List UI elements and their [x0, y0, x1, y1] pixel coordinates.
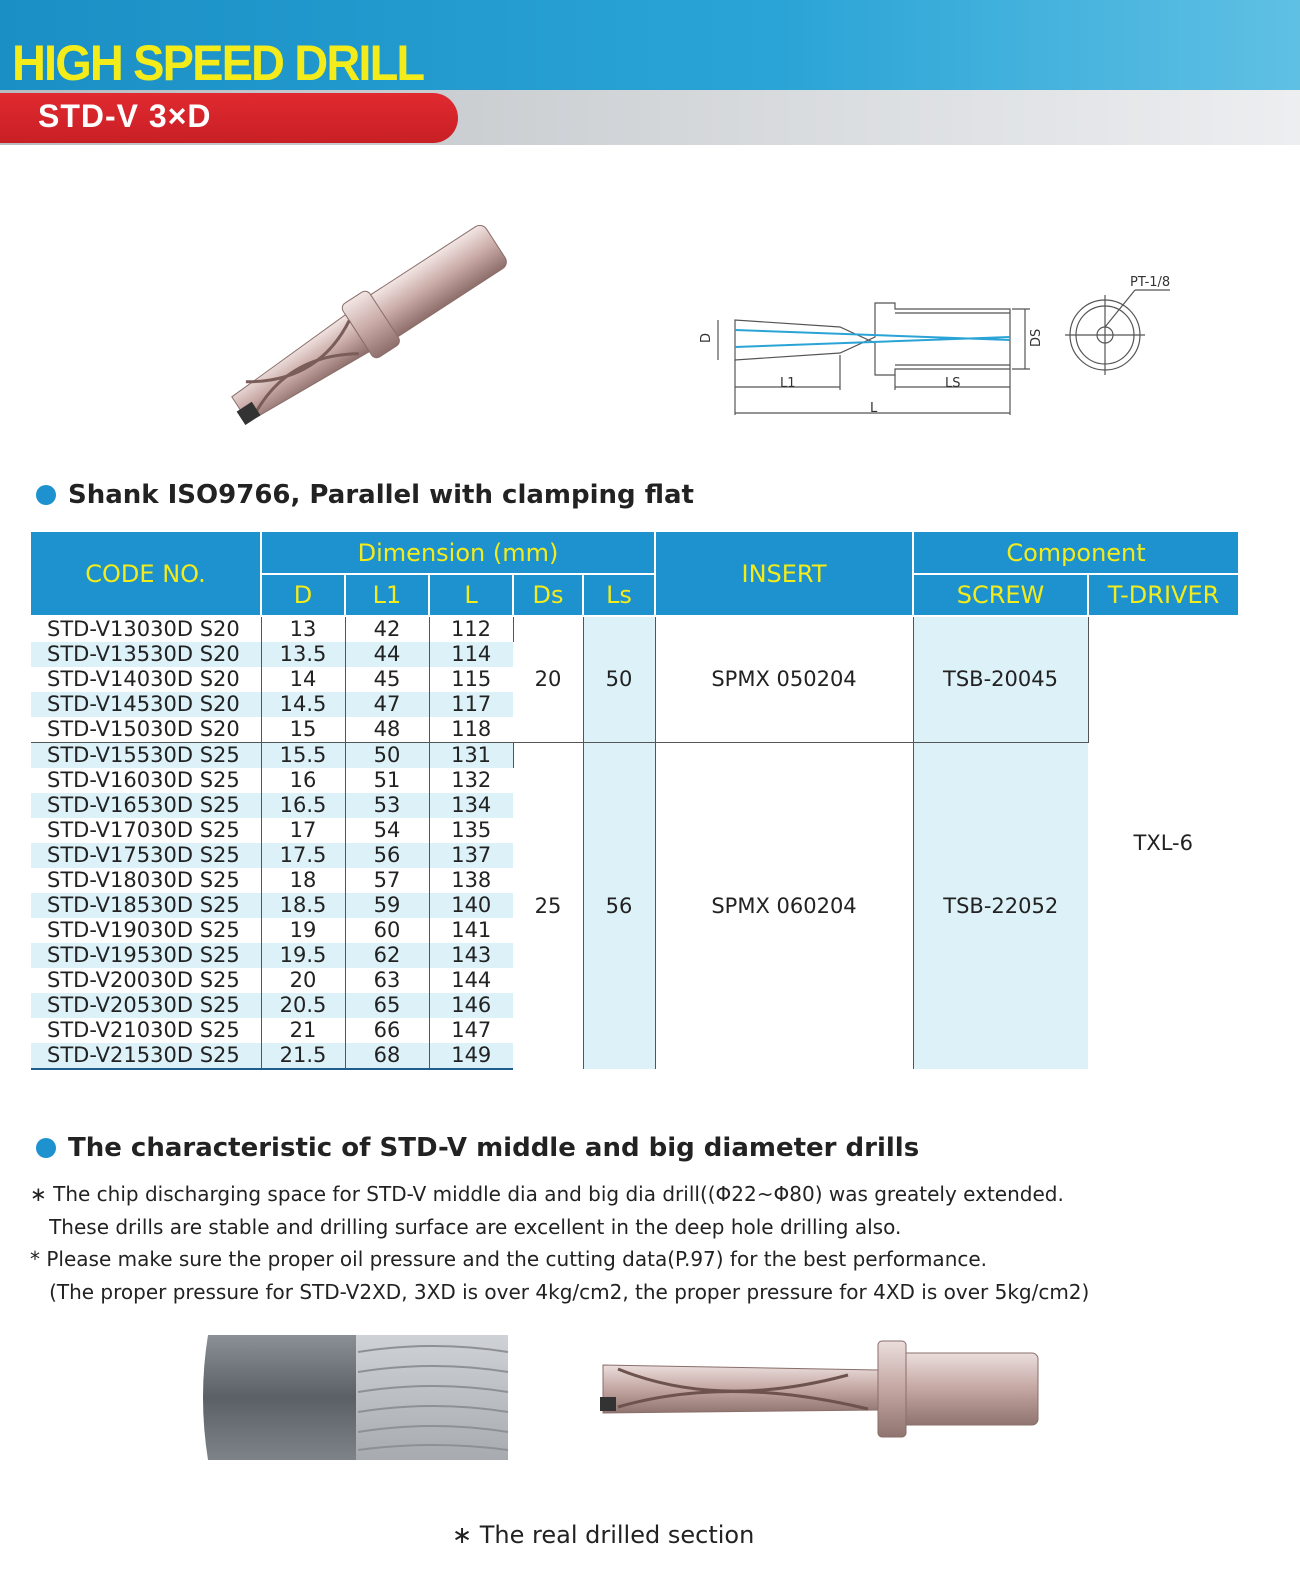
- cell-code: STD-V16030D S25: [31, 768, 261, 793]
- cell-ls: 50: [583, 616, 655, 743]
- cell-l1: 68: [345, 1043, 429, 1069]
- cell-d: 15.5: [261, 743, 345, 769]
- cell-l1: 48: [345, 717, 429, 743]
- cell-code: STD-V19030D S25: [31, 918, 261, 943]
- cell-insert: SPMX 050204: [655, 616, 913, 743]
- cell-l: 118: [451, 717, 492, 741]
- col-code: CODE NO.: [31, 532, 261, 616]
- cell-l: 137: [429, 843, 513, 868]
- section-characteristic-heading-text: The characteristic of STD-V middle and big diameter drills: [68, 1133, 920, 1163]
- cell-d: 21: [261, 1018, 345, 1043]
- cell-d: 17: [261, 818, 345, 843]
- cell-ds: 20: [513, 616, 583, 743]
- cell-l1: 57: [345, 868, 429, 893]
- photo-caption: ∗ The real drilled section: [452, 1521, 755, 1549]
- cell-l: 134: [429, 793, 513, 818]
- cell-d: 18: [261, 868, 345, 893]
- cell-d: 14.5: [261, 692, 345, 717]
- cell-code: STD-V13030D S20: [31, 616, 261, 642]
- bullet-icon: [36, 1138, 56, 1158]
- cell-l1: 42: [345, 616, 429, 642]
- notes: [30, 1178, 1089, 1308]
- col-screw: SCREW: [913, 574, 1088, 616]
- label-pt: PT-1/8: [1130, 275, 1170, 290]
- cell-screw: TSB-22052: [913, 743, 1088, 1070]
- cell-l1: 65: [345, 993, 429, 1018]
- col-l: L: [429, 574, 513, 616]
- cell-l1: 60: [345, 918, 429, 943]
- note-line: These drills are stable and drilling surface are excellent in the deep hole drilling also.: [30, 1214, 902, 1239]
- cell-l1: 59: [345, 893, 429, 918]
- label-ls: LS: [945, 376, 961, 391]
- cell-d: 19.5: [261, 943, 345, 968]
- table-row: [31, 743, 1238, 769]
- cell-insert: SPMX 060204: [655, 743, 913, 1070]
- col-tdriver: T-DRIVER: [1088, 574, 1238, 616]
- cell-tdriver: TXL-6: [1088, 616, 1238, 1069]
- cell-l1: 44: [345, 642, 429, 667]
- cell-l: 117: [429, 692, 513, 717]
- cell-l: 132: [451, 768, 492, 792]
- cell-code: STD-V19530D S25: [31, 943, 261, 968]
- cell-l: 115: [451, 667, 492, 691]
- cell-l: 114: [429, 642, 513, 667]
- cell-l1: 62: [345, 943, 429, 968]
- col-dimension: Dimension (mm): [261, 532, 655, 574]
- cell-d: 20: [261, 968, 345, 993]
- note-line: * Please make sure the proper oil pressure and the cutting data(P.97) for the best performance.: [30, 1247, 988, 1271]
- cell-d: 15: [261, 717, 345, 743]
- cell-d: 20.5: [261, 993, 345, 1018]
- drill-photo: [205, 225, 535, 425]
- page-title: HIGH SPEED DRILL: [12, 35, 424, 91]
- cell-l: 143: [429, 943, 513, 968]
- col-component: Component: [913, 532, 1238, 574]
- cell-code: STD-V21530D S25: [31, 1043, 261, 1069]
- cell-l1: 51: [345, 768, 429, 793]
- cell-d: 18.5: [261, 893, 345, 918]
- cell-d: 21.5: [261, 1043, 345, 1069]
- cell-code: STD-V17530D S25: [31, 843, 261, 868]
- cell-d: 16: [261, 768, 345, 793]
- cell-code: STD-V21030D S25: [31, 1018, 261, 1043]
- cell-code: STD-V14030D S20: [31, 667, 261, 692]
- cell-d: 14: [261, 667, 345, 692]
- cell-code: STD-V17030D S25: [31, 818, 261, 843]
- cell-l1: 66: [345, 1018, 429, 1043]
- cell-screw: TSB-20045: [913, 616, 1088, 743]
- cell-ls: 56: [583, 743, 655, 1070]
- cell-l: 112: [429, 616, 513, 642]
- cell-l1: 50: [345, 743, 429, 769]
- col-l1: L1: [345, 574, 429, 616]
- col-ls: Ls: [583, 574, 655, 616]
- cell-l: 146: [429, 993, 513, 1018]
- label-l: L: [870, 401, 878, 416]
- cell-l: 147: [451, 1018, 492, 1042]
- cell-d: 16.5: [261, 793, 345, 818]
- cell-code: STD-V15530D S25: [31, 743, 261, 769]
- label-l1: L1: [780, 376, 796, 391]
- cell-l1: 54: [345, 818, 429, 843]
- cell-l: 141: [451, 918, 492, 942]
- cell-code: STD-V13530D S20: [31, 642, 261, 667]
- cell-ds: 25: [513, 743, 583, 1070]
- cell-l: 149: [429, 1043, 513, 1069]
- table-row: [31, 616, 1238, 642]
- spec-table: [31, 532, 1238, 1070]
- drill-drawing: [690, 265, 1170, 425]
- cell-l: 144: [451, 968, 492, 992]
- label-ds: DS: [1029, 328, 1044, 347]
- section-shank-heading: [36, 480, 694, 510]
- note-line: ∗ The chip discharging space for STD-V middle dia and big dia drill((Φ22~Φ80) was greately extended.: [30, 1182, 1064, 1206]
- label-d: D: [699, 332, 714, 343]
- cell-d: 19: [261, 918, 345, 943]
- cell-code: STD-V20030D S25: [31, 968, 261, 993]
- drill-side-photo: [598, 1335, 1043, 1445]
- cell-l: 131: [429, 743, 513, 769]
- bullet-icon: [36, 485, 56, 505]
- col-ds: Ds: [513, 574, 583, 616]
- cell-l1: 53: [345, 793, 429, 818]
- cell-l1: 47: [345, 692, 429, 717]
- cell-code: STD-V18030D S25: [31, 868, 261, 893]
- cell-l1: 63: [345, 968, 429, 993]
- cell-l: 140: [429, 893, 513, 918]
- cell-d: 13.5: [261, 642, 345, 667]
- cell-code: STD-V15030D S20: [31, 717, 261, 743]
- page-subtitle: STD-V 3×D: [38, 98, 212, 134]
- cell-l1: 56: [345, 843, 429, 868]
- section-shank-heading-text: Shank ISO9766, Parallel with clamping flat: [68, 480, 694, 510]
- cell-l: 138: [451, 868, 492, 892]
- col-insert: INSERT: [655, 532, 913, 616]
- cell-code: STD-V20530D S25: [31, 993, 261, 1018]
- cell-code: STD-V16530D S25: [31, 793, 261, 818]
- col-d: D: [261, 574, 345, 616]
- cell-d: 13: [261, 616, 345, 642]
- cell-d: 17.5: [261, 843, 345, 868]
- cell-code: STD-V18530D S25: [31, 893, 261, 918]
- section-characteristic-heading: [36, 1133, 919, 1163]
- cell-l: 135: [451, 818, 492, 842]
- cell-code: STD-V14530D S20: [31, 692, 261, 717]
- note-line: (The proper pressure for STD-V2XD, 3XD is over 4kg/cm2, the proper pressure for 4XD is over 5kg/cm2): [30, 1279, 1090, 1304]
- drilled-section-photo: [198, 1330, 513, 1465]
- cell-l1: 45: [345, 667, 429, 692]
